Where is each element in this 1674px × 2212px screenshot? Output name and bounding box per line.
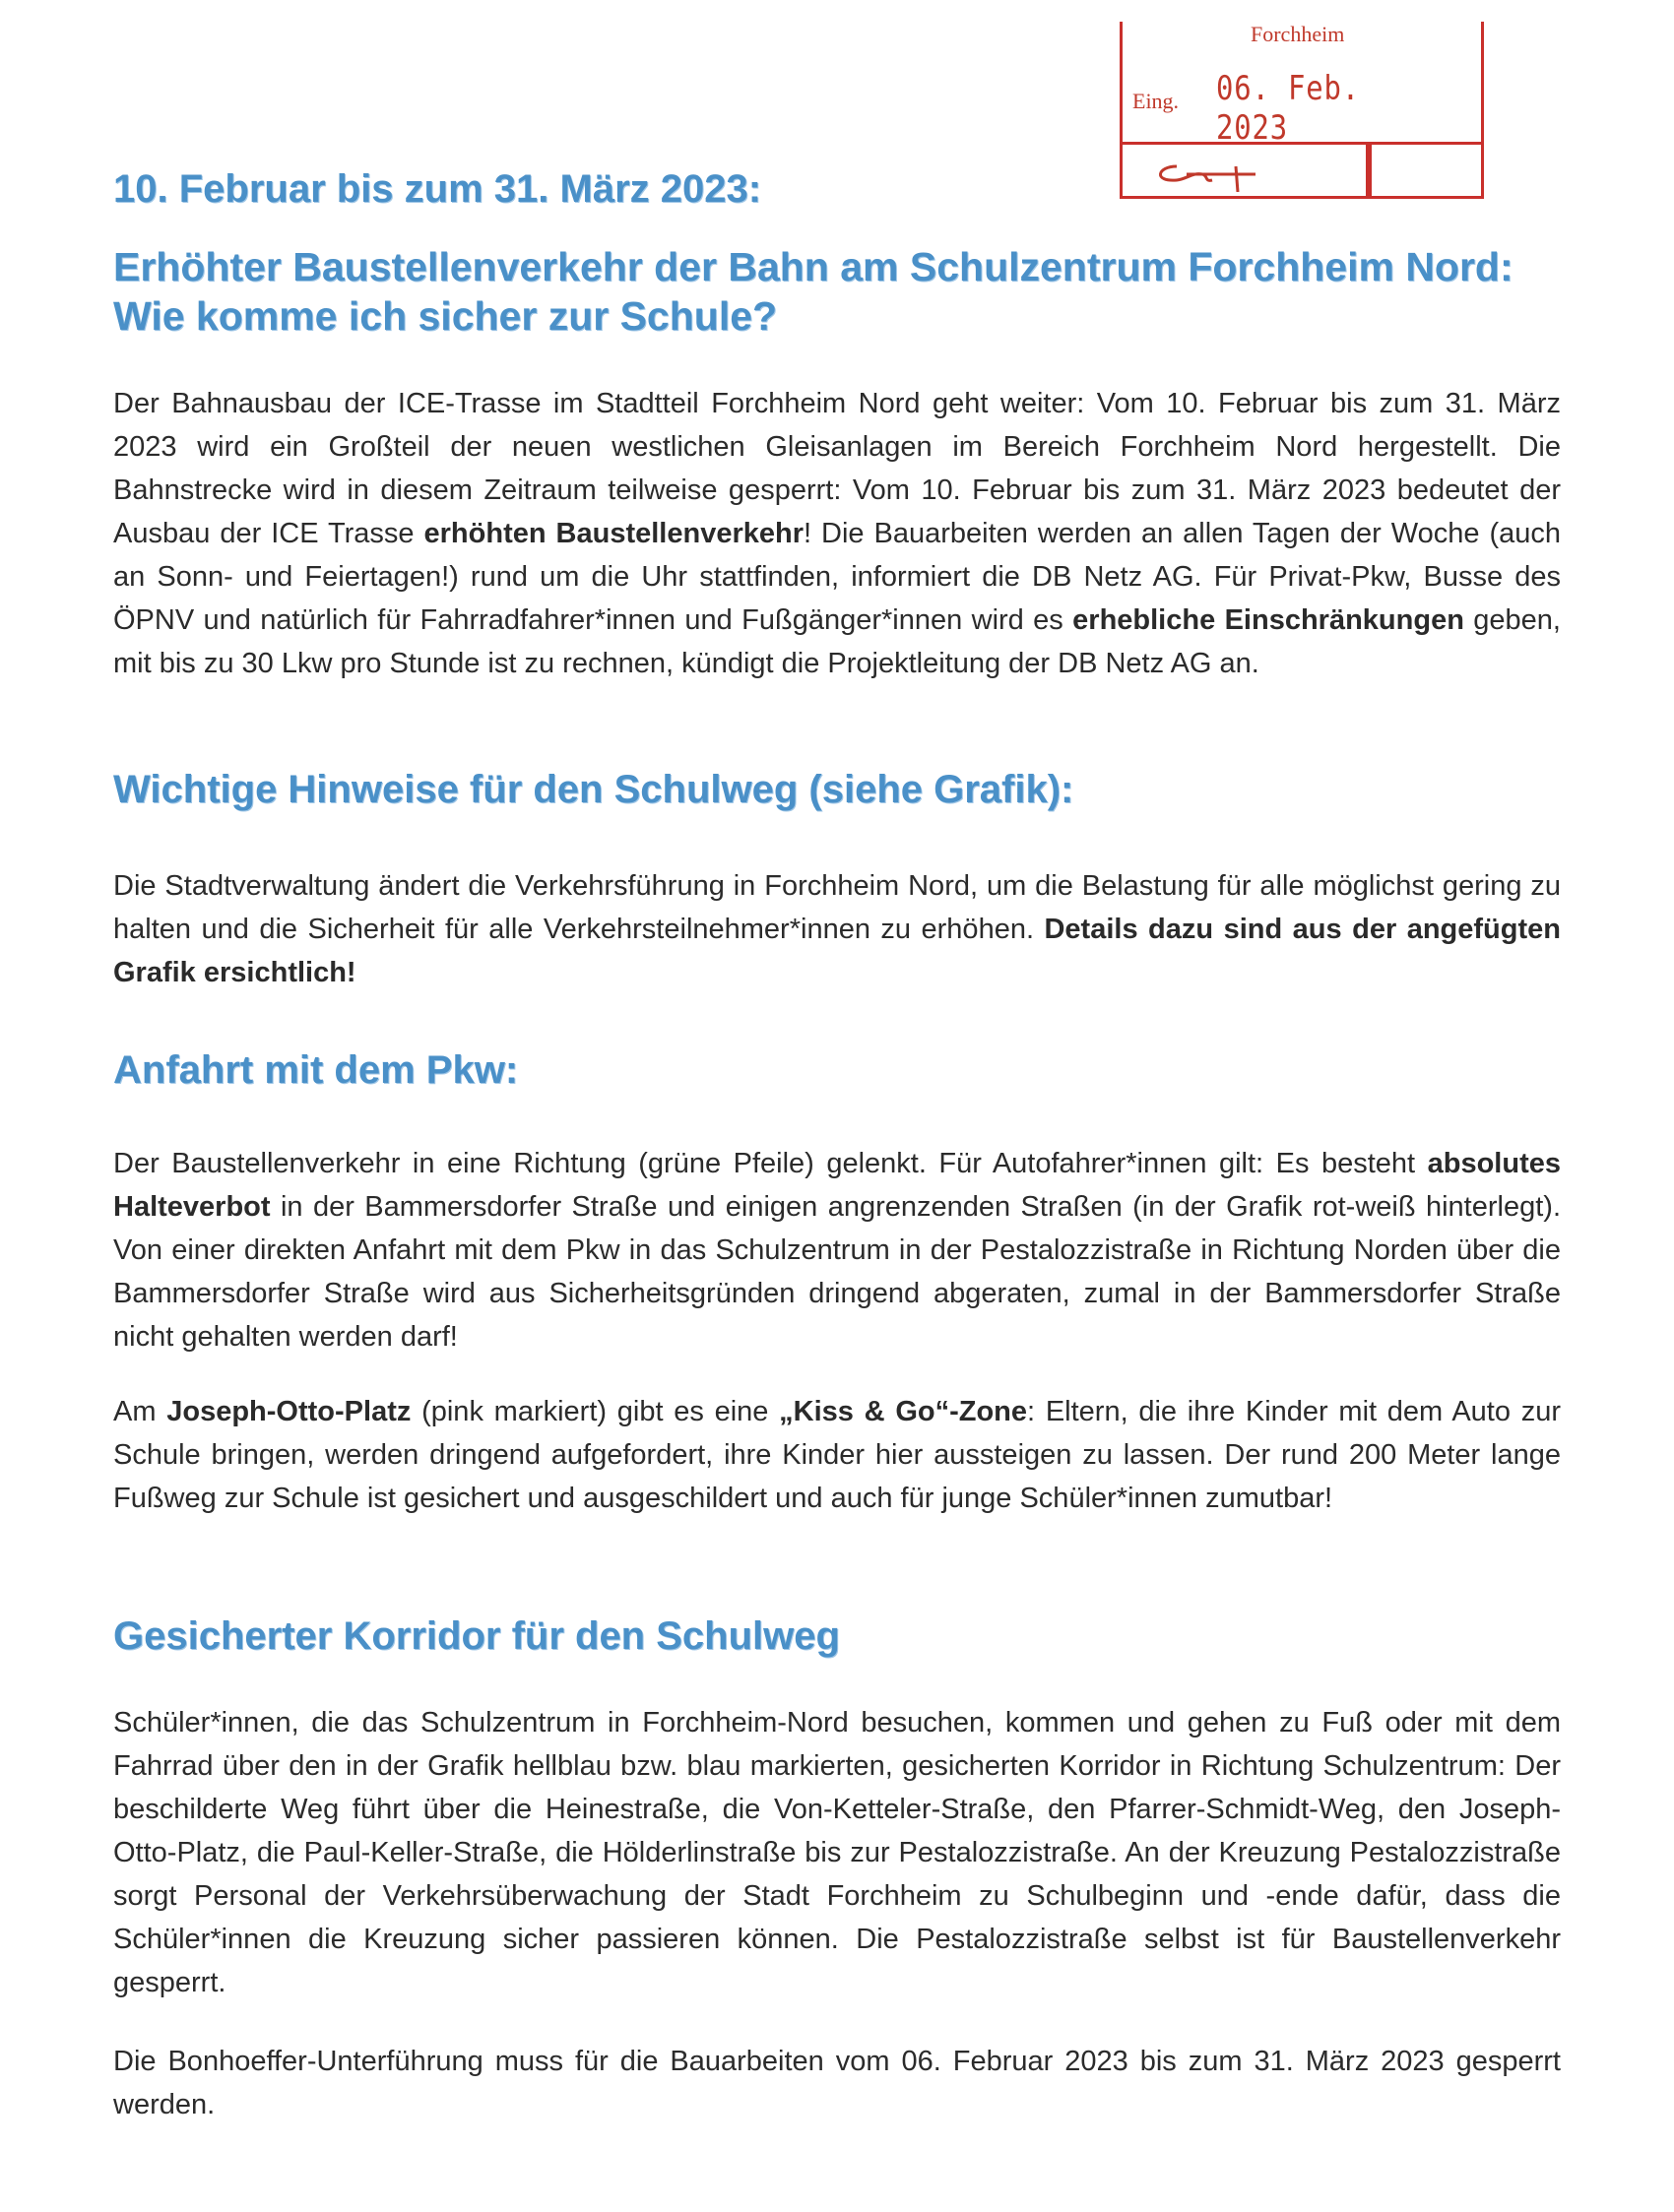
stamp-label: Eing. [1132,89,1180,113]
handwritten-initials [1147,153,1265,192]
receipt-stamp [1120,22,1484,199]
stamp-date: 06. Feb. 2023 [1216,69,1361,148]
stamp-signature-cell [1123,145,1369,199]
hinweise-heading: Wichtige Hinweise für den Schulweg (siehe Grafik): [113,768,1074,811]
pkw-paragraph-2: Am Joseph-Otto-Platz (pink markiert) gibt es eine „Kiss & Go“-Zone: Eltern, die ihre Kinder mit dem Auto zur Schule bringen, werden dringend aufgefordert, ihre Kinder hier aussteigen zu lassen. Der rund 200 Meter lange Fußweg zur Schule ist gesichert und ausgeschildert und auch für junge Schüler*innen zumutbar! [113,1396,1561,1514]
pkw-heading: Anfahrt mit dem Pkw: [113,1048,519,1092]
korridor-paragraph-2: Die Bonhoeffer-Unterführung muss für die Bauarbeiten vom 06. Februar 2023 bis zum 31. März 2023 gesperrt werden. [113,2046,1561,2120]
page-title: Erhöhter Baustellenverkehr der Bahn am Schulzentrum Forchheim Nord: Wie komme ich sicher zur Schule? [113,244,1513,339]
stamp-empty-cell [1369,145,1487,199]
korridor-paragraph-1: Schüler*innen, die das Schulzentrum in Forchheim-Nord besuchen, kommen und gehen zu Fuß oder mit dem Fahrrad über den in der Grafik hellblau bzw. blau markierten, gesicherten Korridor in Richtung Schulzentrum: Der beschilderte Weg führt über die Heinestraße, die Von-Ketteler-Straße, den Pfarrer-Schmidt-Weg, den Joseph-Otto-Platz, die Paul-Keller-Straße, die Hölderlinstraße bis zur Pestalozzistraße. An der Kreuzung Pestalozzistraße sorgt Personal der Verkehrsüberwachung der Stadt Forchheim zu Schulbeginn und -ende dafür, dass die Schüler*innen die Kreuzung sicher passieren können. Die Pestalozzistraße selbst ist für Baustellenverkehr gesperrt. [113,1707,1561,1998]
stamp-city: Forchheim [1251,22,1345,46]
hinweise-paragraph: Die Stadtverwaltung ändert die Verkehrsführung in Forchheim Nord, um die Belastung für alle möglichst gering zu halten und die Sicherheit für alle Verkehrsteilnehmer*innen zu erhöhen. Details dazu sind aus der angefügten Grafik ersichtlich! [113,870,1561,988]
pkw-paragraph-1: Der Baustellenverkehr in eine Richtung (grüne Pfeile) gelenkt. Für Autofahrer*innen gilt: Es besteht absolutes Halteverbot in der Bammersdorfer Straße und einigen angrenzenden Straßen (in der Grafik rot-weiß hinterlegt). Von einer direkten Anfahrt mit dem Pkw in das Schulzentrum in der Pestalozzistraße in Richtung Norden über die Bammersdorfer Straße wird aus Sicherheitsgründen dringend abgeraten, zumal in der Bammersdorfer Straße nicht gehalten werden darf! [113,1148,1561,1353]
stamp-signature-row [1123,142,1481,199]
korridor-heading: Gesicherter Korridor für den Schulweg [113,1614,840,1658]
intro-paragraph: Der Bahnausbau der ICE-Trasse im Stadtteil Forchheim Nord geht weiter: Vom 10. Februar bis zum 31. März 2023 wird ein Großteil der neuen westlichen Gleisanlagen im Bereich Forchheim Nord hergestellt. Die Bahnstrecke wird in diesem Zeitraum teilweise gesperrt: Vom 10. Februar bis zum 31. März 2023 bedeutet der Ausbau der ICE Trasse erhöhten Baustellenverkehr! Die Bauarbeiten werden an allen Tagen der Woche (auch an Sonn- und Feiertagen!) rund um die Uhr stattfinden, informiert die DB Netz AG. Für Privat-Pkw, Busse des ÖPNV und natürlich für Fahrradfahrer*innen und Fußgänger*innen wird es erhebliche Einschränkungen geben, mit bis zu 30 Lkw pro Stunde ist zu rechnen, kündigt die Projektleitung der DB Netz AG an. [113,388,1561,679]
date-range-heading: 10. Februar bis zum 31. März 2023: [113,167,762,211]
